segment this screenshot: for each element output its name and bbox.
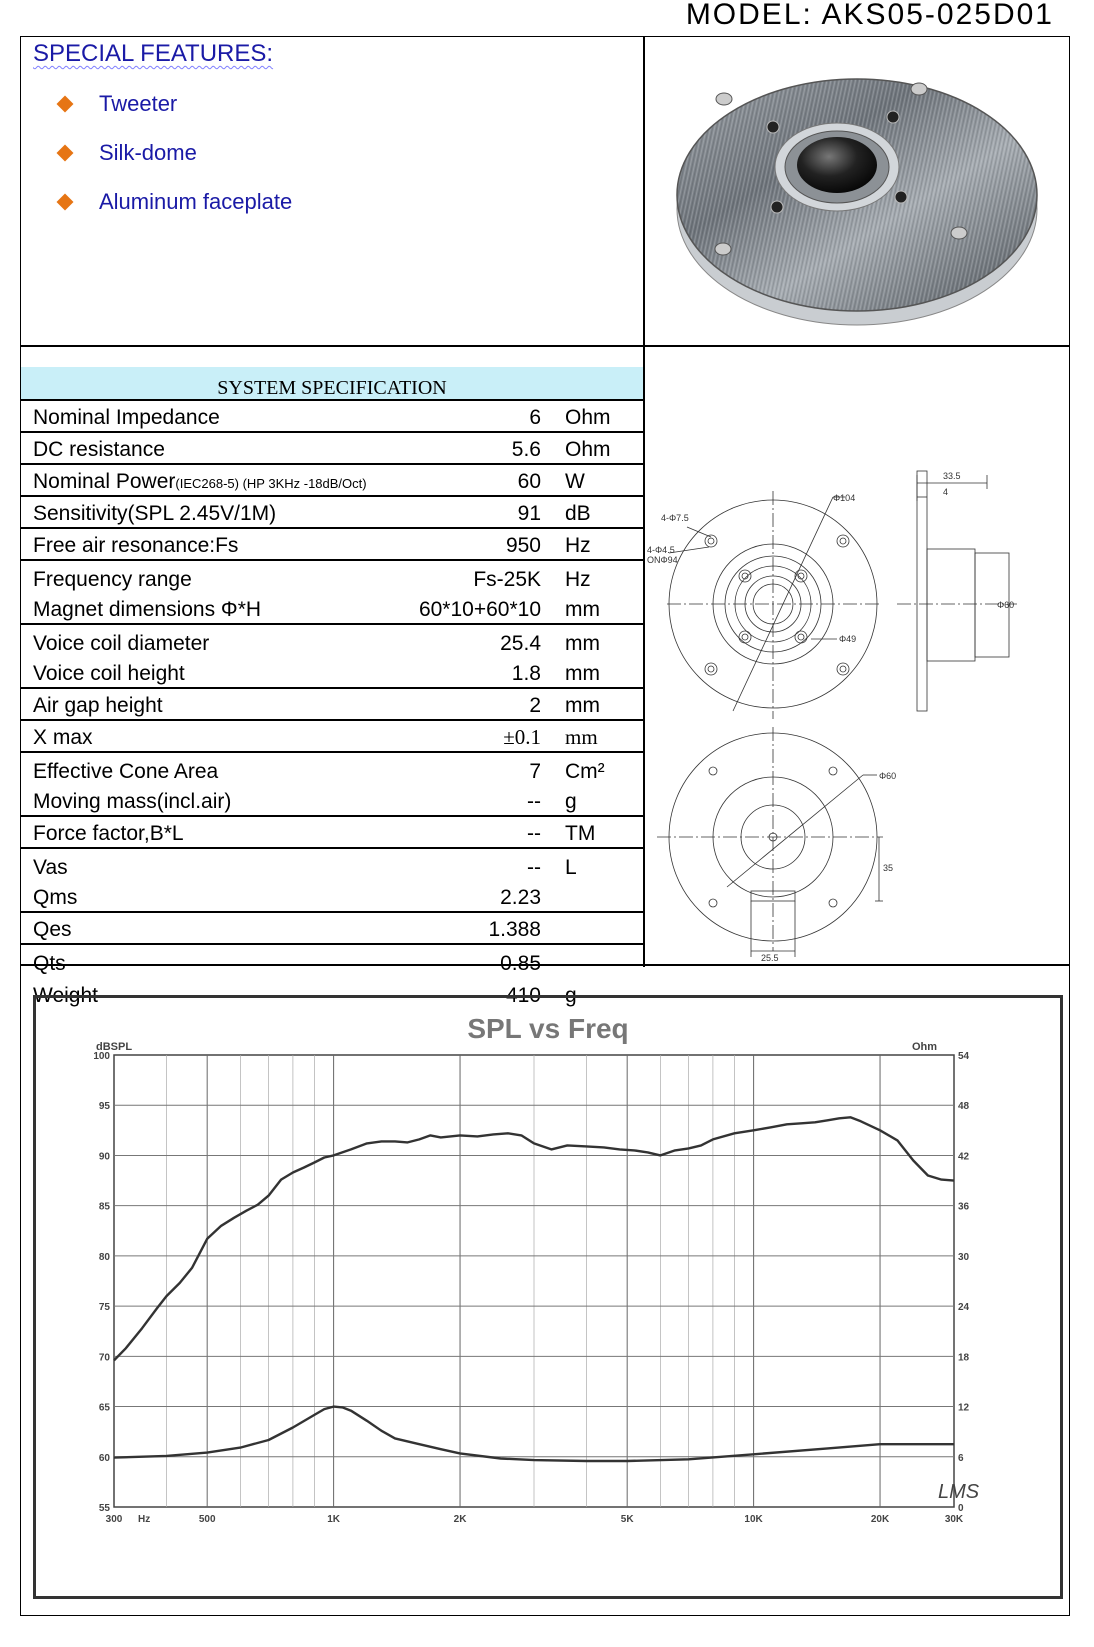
dim-label: 4-Φ7.5: [661, 513, 689, 523]
feature-list: [57, 79, 292, 226]
spec-row: [21, 721, 643, 753]
spec-unit: Hz: [565, 568, 591, 591]
spec-rows: [21, 401, 643, 1009]
spec-row: [21, 849, 643, 881]
spec-row: [21, 913, 643, 945]
spec-value: 0.85: [500, 952, 541, 975]
spec-param: Voice coil height: [33, 662, 185, 685]
x-tick-label: 1K: [327, 1514, 341, 1525]
y-tick-label: 65: [98, 1402, 110, 1414]
spec-unit: mm: [565, 725, 598, 749]
spec-param: Weight: [33, 984, 98, 1007]
y-tick-label: 75: [98, 1302, 110, 1314]
divider: [643, 37, 645, 967]
spec-unit: Cm²: [565, 760, 605, 783]
spec-param: Force factor,B*L: [33, 822, 184, 845]
spec-param: Magnet dimensions Φ*H: [33, 598, 262, 621]
spec-row: [21, 657, 643, 689]
spec-param: Moving mass(incl.air): [33, 790, 232, 813]
chart-svg: [36, 998, 1060, 1596]
dim-label: Φ104: [833, 493, 856, 503]
special-features-title: SPECIAL FEATURES:: [33, 40, 274, 67]
dim-label: 33.5: [943, 471, 961, 481]
x-tick-label: 20K: [870, 1514, 890, 1525]
dim-label: Φ60: [879, 771, 897, 781]
spec-value: 60*10+60*10: [418, 598, 541, 621]
spec-row: [21, 945, 643, 977]
datasheet-frame: [20, 36, 1070, 1616]
y-axis-label: dBSPL: [96, 1041, 133, 1053]
y-tick-label: 90: [98, 1151, 110, 1163]
diamond-bullet-icon: [57, 193, 74, 210]
spec-unit: TM: [565, 822, 596, 845]
spec-param: DC resistance: [33, 438, 165, 461]
y-tick-label: 85: [98, 1201, 110, 1213]
x-tick-label: 2K: [453, 1514, 467, 1525]
y2-tick-label: 48: [958, 1101, 970, 1113]
feature-item: Aluminum faceplate: [57, 177, 292, 226]
spec-row: [21, 625, 643, 657]
y2-tick-label: 42: [958, 1151, 970, 1163]
spec-value: Fs-25K: [473, 568, 541, 591]
spec-value: 950: [505, 534, 541, 557]
y2-axis-label: Ohm: [912, 1041, 938, 1053]
y-tick-label: 95: [98, 1101, 110, 1113]
y2-tick-label: 54: [958, 1051, 970, 1062]
spec-row: [21, 561, 643, 593]
spec-value: 7: [529, 760, 541, 783]
spec-value: --: [527, 822, 541, 845]
technical-drawing: [647, 371, 1067, 1016]
spec-param: X max: [33, 726, 93, 749]
y2-tick-label: 36: [958, 1201, 970, 1213]
y-tick-label: 70: [98, 1352, 110, 1364]
spec-unit: mm: [565, 694, 600, 717]
x-tick-label: 5K: [620, 1514, 634, 1525]
x-tick-label: 30K: [944, 1514, 964, 1525]
x-axis-label: Hz: [138, 1514, 151, 1525]
spec-param: Air gap height: [33, 694, 163, 717]
dim-label: 35: [883, 863, 894, 873]
spec-unit: L: [565, 856, 577, 879]
spec-unit: mm: [565, 662, 600, 685]
spec-row: [21, 433, 643, 465]
spec-unit: Ohm: [565, 406, 611, 429]
spec-unit: dB: [565, 502, 591, 525]
spec-value: ±0.1: [503, 725, 541, 749]
spec-value: --: [527, 790, 541, 813]
spec-param-note: (IEC268-5) (HP 3KHz -18dB/Oct): [175, 476, 367, 491]
y-tick-label: 80: [98, 1251, 110, 1263]
tweeter-photo-illustration: [647, 37, 1067, 367]
y-tick-label: 55: [98, 1503, 110, 1514]
x-tick-label: 10K: [744, 1514, 763, 1525]
spec-row: [21, 785, 643, 817]
dim-label: ONΦ94: [647, 555, 678, 565]
dim-label: 25.5: [761, 953, 779, 963]
spec-param: Voice coil diameter: [33, 632, 210, 655]
dim-label: Φ49: [839, 634, 857, 644]
chart-title: SPL vs Freq: [467, 1013, 629, 1044]
spec-unit: g: [565, 984, 577, 1007]
spec-param: Nominal Impedance: [33, 406, 220, 429]
system-specification-table: [21, 367, 643, 1009]
model-title: MODEL: AKS05-025D01: [685, 0, 1054, 31]
spec-unit: g: [565, 790, 577, 813]
dim-label: 4: [943, 487, 949, 497]
y2-tick-label: 0: [958, 1503, 964, 1514]
spec-param: Nominal Power(IEC268-5) (HP 3KHz -18dB/Oct): [33, 470, 367, 493]
spec-value: --: [527, 856, 541, 879]
y2-tick-label: 30: [958, 1251, 970, 1263]
product-photo: [647, 37, 1067, 367]
spec-row: [21, 465, 643, 497]
spec-unit: mm: [565, 632, 600, 655]
y2-tick-label: 12: [958, 1402, 970, 1414]
spec-row: [21, 497, 643, 529]
spec-param: Frequency range: [33, 568, 192, 591]
special-features-panel: [21, 37, 643, 367]
spec-value: 1.8: [511, 662, 541, 685]
feature-item: Tweeter: [57, 79, 292, 128]
spec-value: 2: [529, 694, 541, 717]
y-tick-label: 60: [98, 1452, 110, 1464]
spec-param: Qms: [33, 886, 78, 909]
spl-vs-freq-chart: [33, 995, 1063, 1599]
y2-tick-label: 18: [958, 1352, 970, 1364]
diamond-bullet-icon: [57, 95, 74, 112]
spec-value: 60: [517, 470, 541, 493]
spec-value: 91: [517, 502, 541, 525]
spec-row: [21, 689, 643, 721]
x-tick-label: 300: [105, 1514, 123, 1525]
lms-watermark: LMS: [938, 1481, 980, 1503]
spec-value: 2.23: [500, 886, 541, 909]
x-tick-label: 500: [198, 1514, 216, 1525]
spec-row: [21, 401, 643, 433]
spec-param: Free air resonance:Fs: [33, 534, 239, 557]
spec-value: 5.6: [511, 438, 541, 461]
spec-row: [21, 593, 643, 625]
spec-row: [21, 881, 643, 913]
spec-value: 6: [529, 406, 541, 429]
dim-label: 4-Φ4.5: [647, 545, 675, 555]
feature-item: Silk-dome: [57, 128, 292, 177]
spec-unit: W: [565, 470, 585, 493]
spec-unit: mm: [565, 598, 600, 621]
spec-unit: Ohm: [565, 438, 611, 461]
spec-param: Sensitivity(SPL 2.45V/1M): [33, 502, 277, 525]
spec-param: Vas: [33, 856, 68, 879]
dim-label: Φ60: [997, 600, 1015, 610]
spec-param: Qts: [33, 952, 66, 975]
spec-row: [21, 753, 643, 785]
spec-unit: Hz: [565, 534, 591, 557]
diamond-bullet-icon: [57, 144, 74, 161]
spec-value: 25.4: [500, 632, 541, 655]
divider: [21, 345, 1069, 347]
y2-tick-label: 24: [958, 1302, 970, 1314]
y-tick-label: 100: [93, 1051, 110, 1062]
spec-row: [21, 529, 643, 561]
spec-value: 410: [505, 984, 541, 1007]
spec-row: [21, 817, 643, 849]
spec-param: Qes: [33, 918, 72, 941]
divider: [21, 964, 1069, 966]
spec-param: Effective Cone Area: [33, 760, 219, 783]
spec-value: 1.388: [488, 918, 541, 941]
spec-table-title: SYSTEM SPECIFICATION: [21, 367, 643, 401]
dimension-drawing: [647, 371, 1067, 1011]
y2-tick-label: 6: [958, 1452, 964, 1464]
